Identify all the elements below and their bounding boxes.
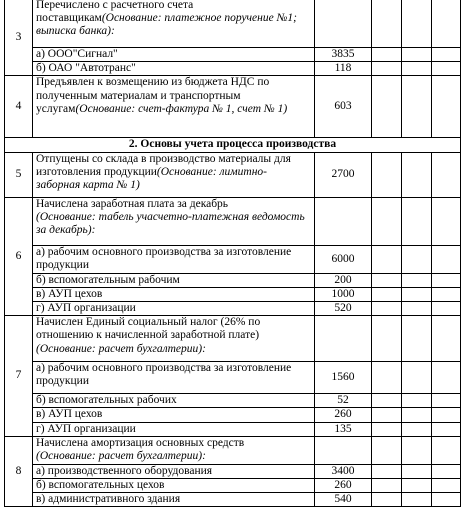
sub-item-label: г) АУП организации: [33, 302, 315, 316]
description-text: Начислен Единый социальный налог (26% по отношению к начисленной заработной плате): [36, 316, 261, 342]
basis-text: (Основание: табель учасчетно-платежная ведомость за декабрь):: [36, 210, 305, 237]
row-number: 5: [5, 152, 33, 197]
amount: 200: [315, 273, 372, 287]
table-row: [5, 493, 461, 507]
table-row: [5, 152, 461, 197]
amount: 520: [315, 302, 372, 316]
row-number: 7: [5, 316, 33, 437]
row-number: 6: [5, 197, 33, 316]
amount: 260: [315, 479, 372, 493]
amount: 1000: [315, 287, 372, 301]
amount: 118: [315, 62, 372, 76]
sub-item-label: в) АУП цехов: [33, 287, 315, 301]
row-description: [33, 0, 315, 48]
basis-text: (Основание: платежное поручение №1; выписка банка):: [36, 12, 297, 38]
section-title: 2. Основы учета процесса производства: [5, 138, 461, 152]
table-row: [5, 48, 461, 62]
sub-item-label: б) вспомогательных цехов: [33, 479, 315, 493]
sub-item-label: в) АУП цехов: [33, 408, 315, 422]
table-row: [5, 245, 461, 273]
row-description: [33, 76, 315, 138]
table-row: [5, 436, 461, 464]
table-row: [5, 287, 461, 301]
row-description: [33, 197, 315, 245]
amount: 2700: [315, 152, 372, 197]
table-row: [5, 0, 461, 48]
sub-item-label: а) рабочим основного производства за изготовление продукции: [33, 245, 315, 273]
journal-table: [4, 0, 461, 507]
sub-item-label: а) рабочим основного производства за изготовление продукции: [33, 362, 315, 394]
description-text: Начислена заработная плата за декабрь: [36, 197, 229, 210]
table-row: [5, 422, 461, 436]
table-row: [5, 408, 461, 422]
table-row: [5, 76, 461, 138]
description-text: Перечислено с расчетного счета поставщикам: [36, 0, 194, 25]
row-description: [33, 316, 315, 362]
row-number: 3: [5, 0, 33, 76]
sub-item-label: б) вспомогательным рабочим: [33, 273, 315, 287]
basis-text: (Основание: лимитно-заборная карта № 1): [36, 165, 267, 192]
basis-text: (Основание: счет-фактура № 1, счет № 1): [75, 102, 288, 115]
table-row: [5, 62, 461, 76]
row-number: 4: [5, 76, 33, 138]
description-text: Предъявлен к возмещению из бюджета НДС по полученным материалам и транспортным услугам: [36, 76, 270, 115]
table-row: [5, 362, 461, 394]
basis-text: (Основание: расчет бухгалтерии):: [36, 450, 206, 463]
sub-item-label: а) производственного оборудования: [33, 464, 315, 478]
amount: 260: [315, 408, 372, 422]
description-text: Отпущены со склада в производство материалы для изготовления продукции: [36, 152, 291, 178]
sub-item-label: а) ООО"Сигнал": [33, 48, 315, 62]
basis-text: (Основание: расчет бухгалтерии):: [36, 342, 206, 355]
amount: 1560: [315, 362, 372, 394]
table-row: [5, 302, 461, 316]
amount: 52: [315, 394, 372, 408]
amount: 6000: [315, 245, 372, 273]
amount: 135: [315, 422, 372, 436]
sub-item-label: б) ОАО "Автотранс": [33, 62, 315, 76]
row-number: 8: [5, 436, 33, 507]
description-text: Начислена амортизация основных средств: [36, 436, 245, 449]
table-row: [5, 464, 461, 478]
row-description: [33, 436, 315, 464]
sub-item-label: в) административного здания: [33, 493, 315, 507]
table-row: [5, 479, 461, 493]
table-row: [5, 273, 461, 287]
row-description: [33, 152, 315, 197]
table-row: [5, 316, 461, 362]
table-row: [5, 197, 461, 245]
amount: 540: [315, 493, 372, 507]
amount: 3400: [315, 464, 372, 478]
amount: 603: [315, 76, 372, 138]
table-row: [5, 394, 461, 408]
section-header-row: [5, 138, 461, 152]
sub-item-label: б) вспомогательных рабочих: [33, 394, 315, 408]
amount: 3835: [315, 48, 372, 62]
sub-item-label: г) АУП организации: [33, 422, 315, 436]
